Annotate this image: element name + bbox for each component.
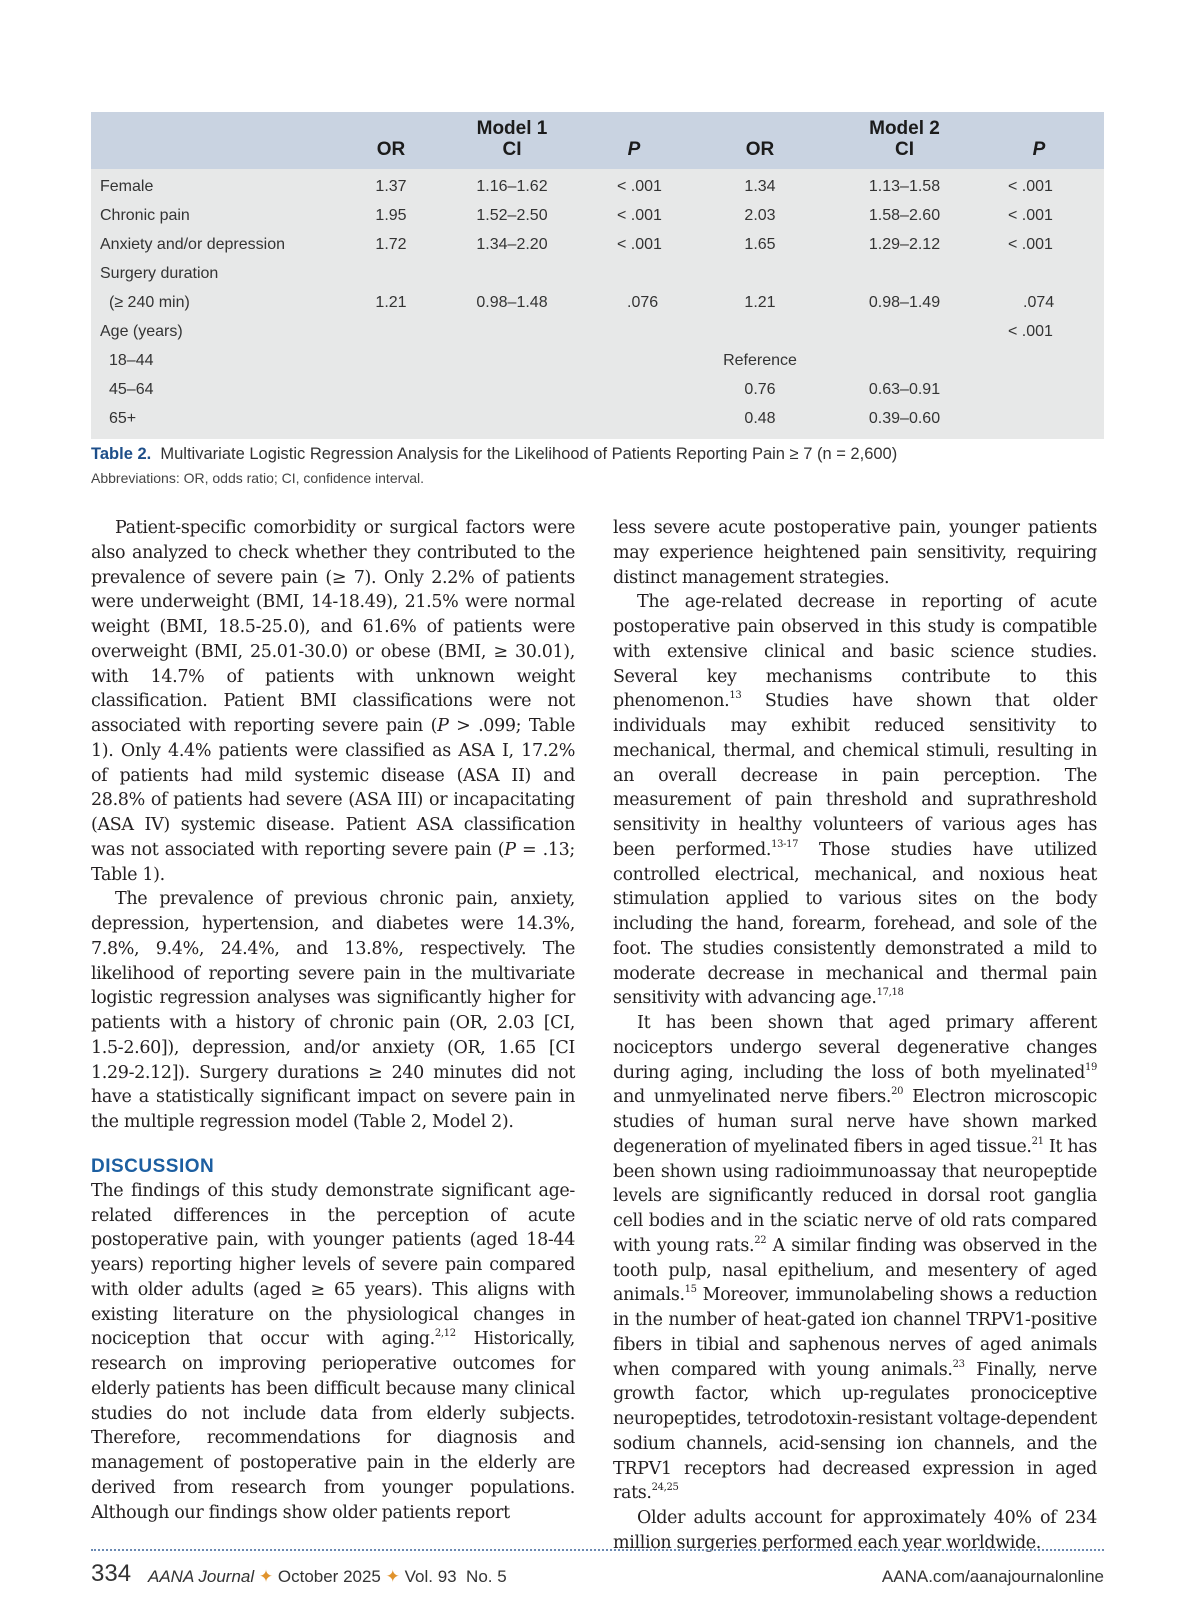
header-model2-ci: Model 2 CI — [835, 112, 974, 169]
table-row — [91, 404, 1104, 439]
cell-p1 — [583, 259, 685, 288]
cell-ci2 — [835, 346, 974, 375]
row-label: (≥ 240 min) — [91, 288, 341, 317]
citation: 22 — [754, 1234, 767, 1246]
paragraph: Patient-specific comorbidity or surgical factors were also analyzed to check whether they contributed to the prevalence of severe pain (≥ 7). Only 2.2% of patients were underweight (BMI, 14-18.49), 21.5% were normal weight (BMI, 18.5-25.0), and 61.6% of patients were overweight (BMI, 25.01-30.0) or obese (BMI, ≥ 30.01), with 14.7% of patients with unknown weight classification. Patient BMI classifications were not associated with reporting severe pain (P > .099; Table 1). Only 4.4% patients were classified as ASA I, 17.2% of patients had mild systemic disease (ASA II) and 28.8% of patients had severe (ASA III) or incapacitating (ASA IV) systemic disease. Patient ASA classification was not associated with reporting severe pain (P = .13; Table 1). — [91, 518, 575, 885]
cell-p2: < .001 — [974, 169, 1104, 201]
cell-p1 — [583, 317, 685, 346]
cell-or2 — [685, 259, 835, 288]
volume-info: Vol. 93 No. 5 — [404, 1567, 507, 1586]
cell-or2: 2.03 — [685, 201, 835, 230]
table-row — [91, 346, 1104, 375]
cell-p2 — [974, 375, 1104, 404]
table-abbreviations: Abbreviations: OR, odds ratio; CI, confidence interval. — [91, 470, 425, 486]
separator-star-icon: ✦ — [258, 1567, 274, 1586]
right-column — [613, 516, 1097, 1556]
header-model1-or: OR — [341, 112, 441, 169]
cell-ci2: 1.13–1.58 — [835, 169, 974, 201]
cell-ci1: 1.52–2.50 — [441, 201, 583, 230]
cell-or1 — [341, 259, 441, 288]
cell-or2: 0.48 — [685, 404, 835, 439]
left-column — [91, 516, 575, 1525]
cell-ci2: 1.58–2.60 — [835, 201, 974, 230]
citation: 15 — [684, 1284, 697, 1296]
cell-or2: 1.34 — [685, 169, 835, 201]
cell-or1 — [341, 404, 441, 439]
row-label: Anxiety and/or depression — [91, 230, 341, 259]
row-label: Age (years) — [91, 317, 341, 346]
cell-or1: 1.72 — [341, 230, 441, 259]
separator-star-icon: ✦ — [385, 1567, 400, 1586]
cell-ci1 — [441, 375, 583, 404]
citation: 23 — [952, 1358, 965, 1370]
model1-title: Model 1 — [476, 118, 548, 139]
table-caption-label: Table 2. — [91, 445, 152, 463]
paragraph: The prevalence of previous chronic pain, anxiety, depression, hypertension, and diabetes were 14.3%, 7.8%, 9.4%, 24.4%, and 13.8%, respectively. The likelihood of reporting severe pain in the multivariate logistic regression analyses was significantly higher for patients with a history of chronic pain (OR, 2.03 [CI, 1.5-2.60]), depression, and/or anxiety (OR, 1.65 [CI 1.29-2.12]). Surgery durations ≥ 240 minutes did not have a statistically significant impact on severe pain in the multiple regression model (Table 2, Model 2). — [91, 889, 575, 1132]
paragraph: It has been shown that aged primary afferent nociceptors undergo several degenerative changes during aging, including the loss of both myelinated$^{19}$ and unmyelinated nerve fibers.$^{20}$ Electron microscopic studies of human sural nerve have shown marked degeneration of myelinated fibers in aged tissue.$^{21}$ It has been shown using radioimmunoassay that neuropeptide levels are significantly reduced in dorsal root ganglia cell bodies and in the sciatic nerve of old rats compared with young rats.$^{22}$ A similar finding was observed in the tooth pulp, nasal epithelium, and mesentery of aged animals.$^{15}$ Moreover, immunolabeling shows a reduction in the number of heat-gated ion channel TRPV1-positive fibers in tibial and saphenous nerves of aged animals when compared with young animals.$^{23}$ Finally, nerve growth factor, which up-regulates pronociceptive neuropeptides, tetrodotoxin-resistant voltage-dependent sodium channels, acid-sensing ion channels, and the TRPV1 receptors had decreased expression in aged rats.$^{24,25}$ — [613, 1013, 1098, 1504]
cell-p1 — [583, 375, 685, 404]
cell-or1: 1.21 — [341, 288, 441, 317]
table-row — [91, 230, 1104, 259]
row-label: 45–64 — [91, 375, 341, 404]
row-label: Chronic pain — [91, 201, 341, 230]
header-variable — [91, 112, 341, 169]
cell-ci1: 0.98–1.48 — [441, 288, 583, 317]
cell-ci1 — [441, 317, 583, 346]
cell-or2 — [685, 317, 835, 346]
citation: 13 — [729, 690, 742, 702]
table-row — [91, 375, 1104, 404]
issue-date: October 2025 — [277, 1567, 381, 1586]
table-2-container — [91, 112, 1104, 439]
section-heading-discussion: DISCUSSION — [91, 1155, 215, 1177]
journal-name: AANA Journal — [148, 1567, 255, 1586]
cell-ci1 — [441, 346, 583, 375]
table-body — [91, 169, 1104, 439]
page-number: 334 — [91, 1560, 132, 1587]
cell-p1: < .001 — [583, 201, 685, 230]
cell-p2: < .001 — [974, 317, 1104, 346]
cell-p2 — [974, 259, 1104, 288]
citation: 19 — [1084, 1061, 1097, 1073]
cell-ci2: 0.63–0.91 — [835, 375, 974, 404]
cell-ci2 — [835, 317, 974, 346]
cell-ci2: 1.29–2.12 — [835, 230, 974, 259]
cell-ci1: 1.16–1.62 — [441, 169, 583, 201]
paragraph: less severe acute postoperative pain, younger patients may experience heightened pain sensitivity, requiring distinct management strategies. — [613, 518, 1097, 588]
citation: 20 — [891, 1086, 904, 1098]
citation: 17,18 — [876, 987, 904, 999]
table-caption-text: Multivariate Logistic Regression Analysis for the Likelihood of Patients Reporting Pain ≥ 7 (n = 2,600) — [160, 445, 898, 463]
cell-or2: 1.21 — [685, 288, 835, 317]
cell-ci2: 0.39–0.60 — [835, 404, 974, 439]
table-row — [91, 259, 1104, 288]
header-model1-p: P — [583, 112, 685, 169]
table-row — [91, 317, 1104, 346]
cell-or1 — [341, 317, 441, 346]
cell-or1 — [341, 346, 441, 375]
cell-p2: .074 — [974, 288, 1104, 317]
cell-or1: 1.95 — [341, 201, 441, 230]
cell-or2: Reference — [685, 346, 835, 375]
cell-or2: 1.65 — [685, 230, 835, 259]
citation: 13-17 — [771, 838, 799, 850]
cell-p1: < .001 — [583, 230, 685, 259]
cell-ci1 — [441, 259, 583, 288]
page-footer — [91, 1560, 1104, 1590]
citation: 24,25 — [651, 1482, 679, 1494]
cell-p2 — [974, 404, 1104, 439]
header-model2-or: OR — [685, 112, 835, 169]
table-row — [91, 288, 1104, 317]
footer-rule — [91, 1549, 1104, 1551]
cell-p2: < .001 — [974, 201, 1104, 230]
citation: 2,12 — [434, 1328, 456, 1340]
cell-p2 — [974, 346, 1104, 375]
journal-info — [148, 1567, 507, 1587]
regression-table — [91, 112, 1104, 439]
cell-p1: .076 — [583, 288, 685, 317]
table-caption — [91, 445, 1104, 464]
paragraph: The age-related decrease in reporting of acute postoperative pain observed in this study is compatible with extensive clinical and basic science studies. Several key mechanisms contribute to this phenomenon.$^{13}$ Studies have shown that older individuals may exhibit reduced sensitivity to mechanical, thermal, and chemical stimuli, resulting in an overall decrease in pain perception. The measurement of pain threshold and suprathreshold sensitivity in healthy volunteers of various ages has been performed.$^{13-17}$ Those studies have utilized controlled electrical, mechanical, and noxious heat stimulation applied to various sites on the body including the hand, forearm, forehead, and sole of the foot. The studies consistently demonstrated a mild to moderate decrease in mechanical and thermal pain sensitivity with advancing age.$^{17,18}$ — [613, 592, 1097, 1009]
model2-title: Model 2 — [869, 118, 940, 139]
cell-ci2: 0.98–1.49 — [835, 288, 974, 317]
cell-or2: 0.76 — [685, 375, 835, 404]
journal-url: AANA.com/aanajournalonline — [881, 1567, 1104, 1586]
cell-p2: < .001 — [974, 230, 1104, 259]
cell-ci2 — [835, 259, 974, 288]
cell-p1 — [583, 346, 685, 375]
row-label: Surgery duration — [91, 259, 341, 288]
citation: 21 — [1031, 1135, 1044, 1147]
cell-ci1: 1.34–2.20 — [441, 230, 583, 259]
table-row — [91, 201, 1104, 230]
table-row — [91, 169, 1104, 201]
header-model2-p: P — [974, 112, 1104, 169]
cell-p1 — [583, 404, 685, 439]
paragraph: The findings of this study demonstrate significant age-related differences in the perception of acute postoperative pain, with younger patients (aged 18-44 years) reporting higher levels of severe pain compared with older adults (aged ≥ 65 years). This aligns with existing literature on the physiological changes in nociception that occur with aging.$^{2,12}$ Historically, research on improving perioperative outcomes for elderly patients has been difficult because many clinical studies do not include data from elderly subjects. Therefore, recommendations for diagnosis and management of postoperative pain in the elderly are derived from research from younger populations. Although our findings show older patients report — [91, 1180, 576, 1523]
header-model1-ci: Model 1 CI — [441, 112, 583, 169]
row-label: Female — [91, 169, 341, 201]
row-label: 18–44 — [91, 346, 341, 375]
cell-or1 — [341, 375, 441, 404]
cell-or1: 1.37 — [341, 169, 441, 201]
cell-ci1 — [441, 404, 583, 439]
row-label: 65+ — [91, 404, 341, 439]
paragraph: Older adults account for approximately 40% of 234 million surgeries performed each year worldwide. — [613, 1508, 1097, 1553]
table-header — [91, 112, 1104, 169]
cell-p1: < .001 — [583, 169, 685, 201]
